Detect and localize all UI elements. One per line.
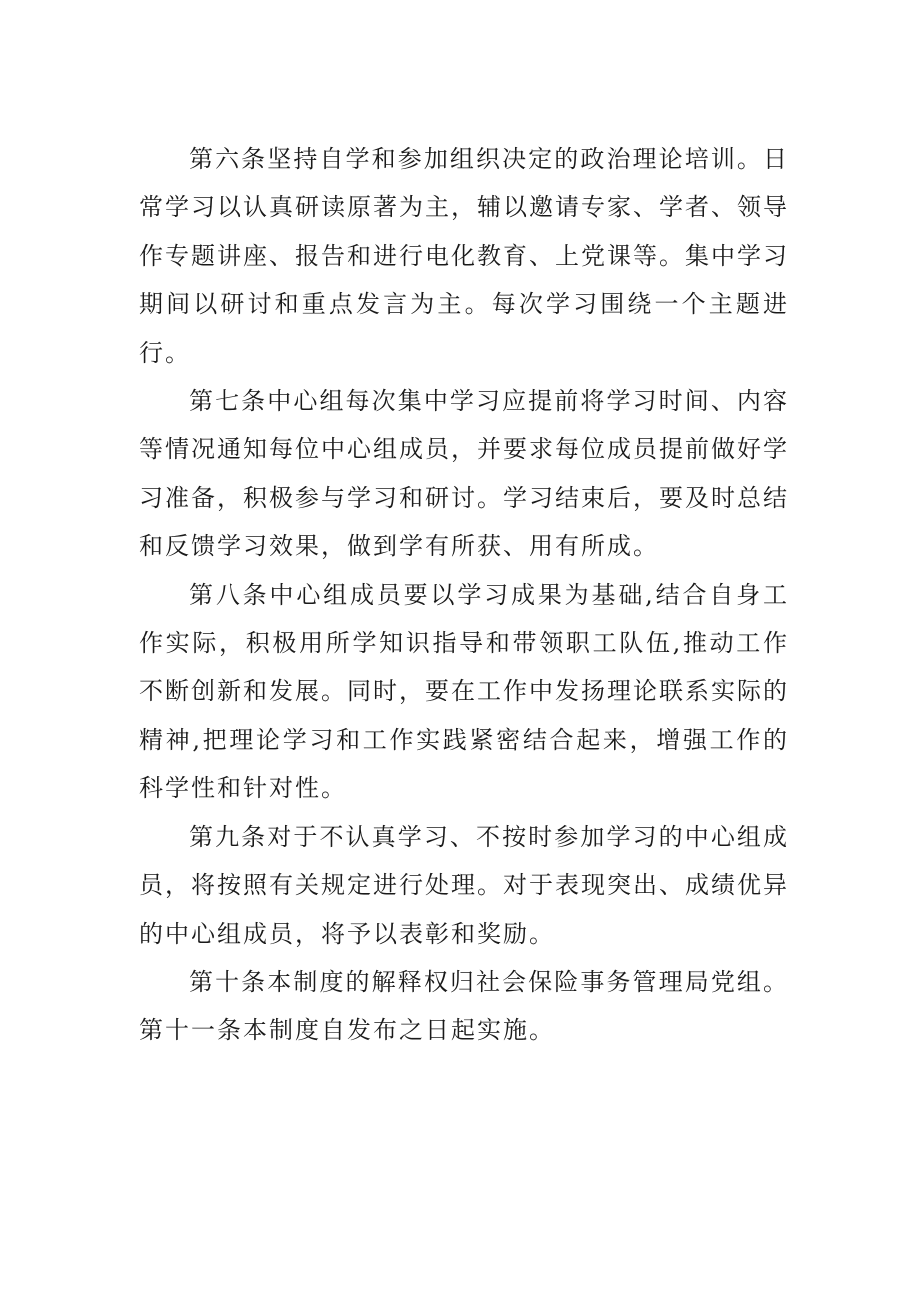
- paragraph-article-8: 第八条中心组成员要以学习成果为基础,结合自身工作实际，积极用所学知识指导和带领职工队伍,推动工作不断创新和发展。同时，要在工作中发扬理论联系实际的精神,把理论学习和工作实践紧密结合起来，增强工作的科学性和针对性。: [139, 580, 789, 803]
- paragraph-article-6: 第六条坚持自学和参加组织决定的政治理论培训。日常学习以认真研读原著为主，辅以邀请专家、学者、领导作专题讲座、报告和进行电化教育、上党课等。集中学习期间以研讨和重点发言为主。每次学习围绕一个主题进行。: [139, 145, 789, 367]
- document-body: [139, 135, 789, 1055]
- paragraph-article-7: 第七条中心组每次集中学习应提前将学习时间、内容等情况通知每位中心组成员，并要求每位成员提前做好学习准备，积极参与学习和研讨。学习结束后，要及时总结和反馈学习效果，做到学有所获、用有所成。: [139, 387, 789, 561]
- paragraph-article-10-11: 第十条本制度的解释权归社会保险事务管理局党组。第十一条本制度自发布之日起实施。: [139, 967, 789, 1045]
- paragraph-article-9: 第九条对于不认真学习、不按时参加学习的中心组成员，将按照有关规定进行处理。对于表现突出、成绩优异的中心组成员，将予以表彰和奖励。: [139, 822, 789, 948]
